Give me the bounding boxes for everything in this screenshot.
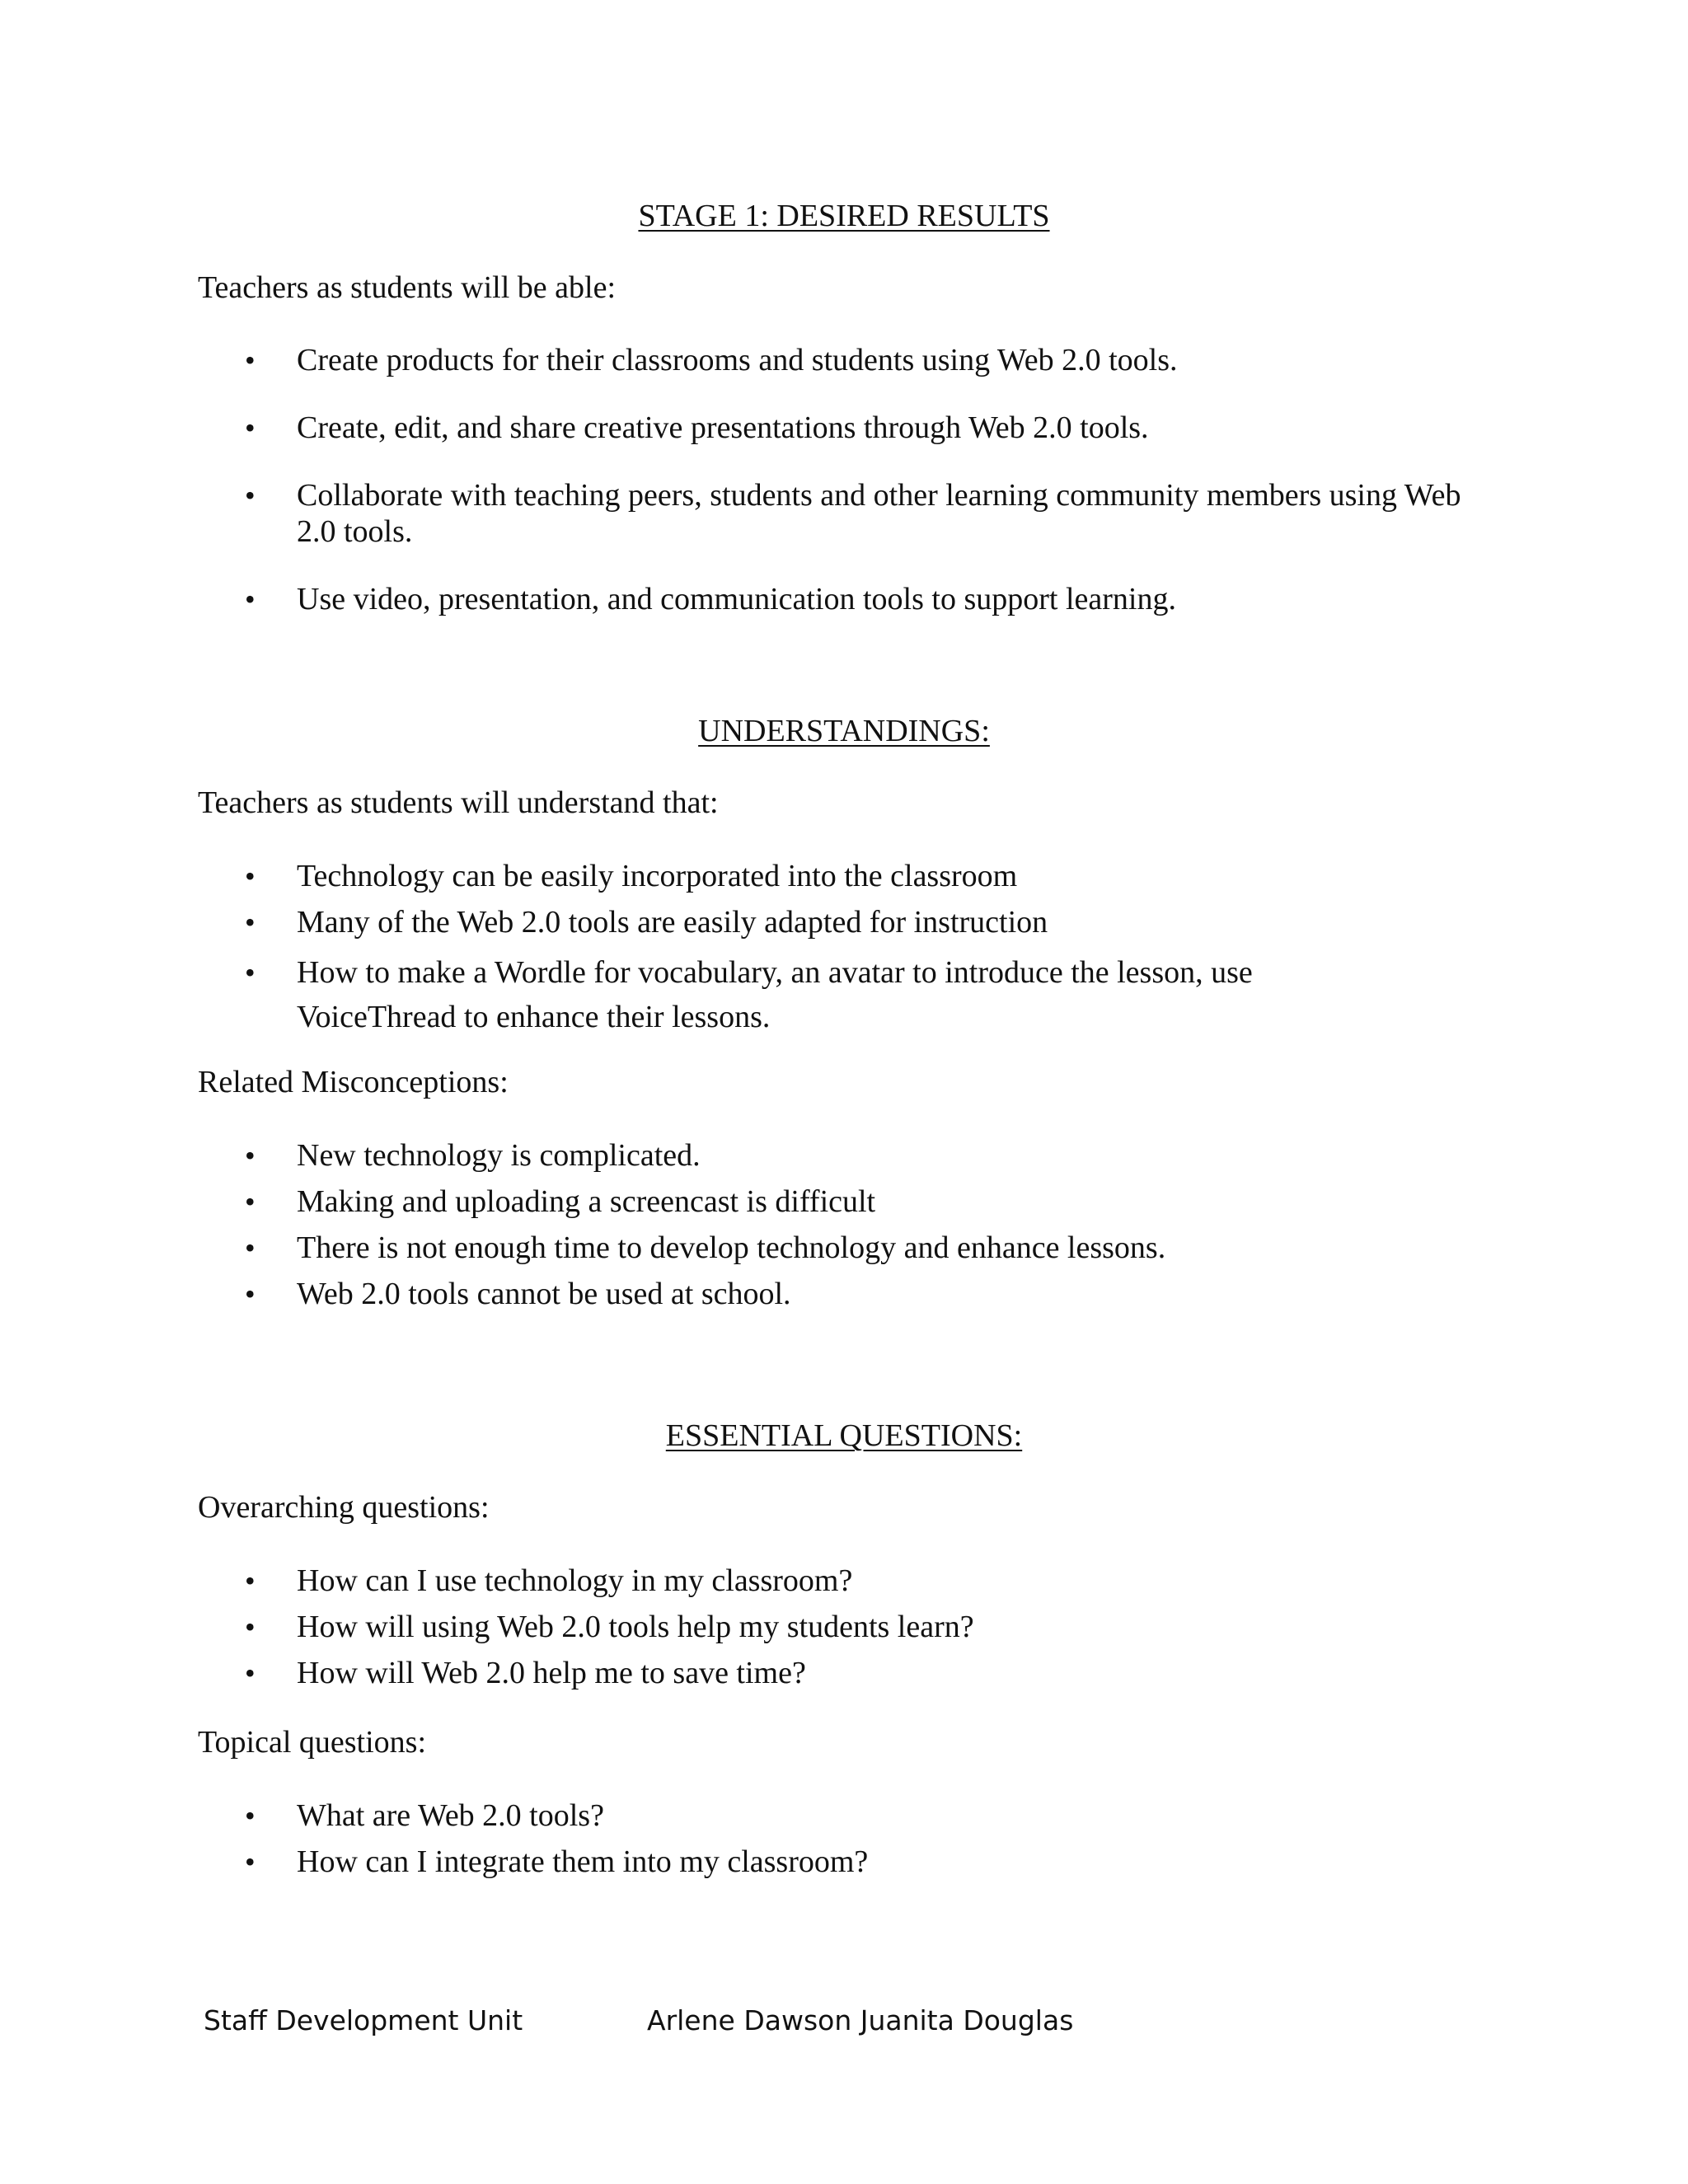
list-item: • There is not enough time to develop technology and enhance lessons.: [245, 1230, 1166, 1265]
list-item: • Many of the Web 2.0 tools are easily adapted for instruction: [245, 905, 1048, 940]
list-item: • How will Web 2.0 help me to save time?: [245, 1656, 806, 1690]
stage1-heading: STAGE 1: DESIRED RESULTS: [638, 199, 1050, 233]
bullet-icon: •: [245, 1610, 256, 1643]
understandings-heading: UNDERSTANDINGS:: [698, 714, 990, 748]
bullet-icon: •: [245, 1277, 256, 1310]
list-item: • How can I integrate them into my classroom?: [245, 1844, 869, 1879]
bullet-icon: •: [245, 956, 256, 989]
stage1-list: [198, 342, 1484, 649]
list-item: • How will using Web 2.0 tools help my students learn?: [245, 1610, 974, 1644]
stage1-intro: Teachers as students will be able:: [198, 270, 617, 305]
bullet-icon: •: [245, 344, 256, 377]
list-item: • Technology can be easily incorporated into the classroom: [245, 859, 1018, 893]
footer-unit-title: Staff Development Unit: [204, 2004, 523, 2036]
bullet-icon: •: [245, 906, 256, 939]
misconceptions-list: [198, 1137, 1484, 1322]
list-item: • How to make a Wordle for vocabulary, an avatar to introduce the lesson, use VoiceThread to enhance their lessons.: [198, 950, 1484, 1039]
list-item: • Use video, presentation, and communication tools to support learning.: [245, 582, 1176, 616]
topical-list: [198, 1797, 1484, 1890]
bullet-icon: •: [245, 1845, 256, 1878]
bullet-icon: •: [245, 479, 256, 512]
bullet-icon: •: [245, 1139, 256, 1172]
list-item: • Create, edit, and share creative presentations through Web 2.0 tools.: [245, 410, 1149, 445]
overarching-label: Overarching questions:: [198, 1490, 490, 1525]
list-item: • How can I use technology in my classroom?: [245, 1563, 853, 1598]
topical-label: Topical questions:: [198, 1725, 427, 1760]
list-item: • Collaborate with teaching peers, students and other learning community members using Web 2.0 tools.: [245, 478, 1461, 549]
bullet-icon: •: [245, 1564, 256, 1597]
bullet-icon: •: [245, 1657, 256, 1690]
list-item: • Create products for their classrooms and students using Web 2.0 tools.: [245, 343, 1178, 377]
footer-authors: Arlene Dawson Juanita Douglas: [647, 2004, 1074, 2036]
understandings-intro: Teachers as students will understand that:: [198, 785, 719, 820]
understandings-list: [198, 858, 1484, 1049]
bullet-icon: •: [245, 583, 256, 616]
list-item: • Making and uploading a screencast is difficult: [245, 1184, 876, 1219]
bullet-icon: •: [245, 860, 256, 893]
essential-questions-heading: ESSENTIAL QUESTIONS:: [665, 1418, 1023, 1453]
overarching-list: [198, 1563, 1484, 1701]
list-item: • What are Web 2.0 tools?: [245, 1798, 604, 1833]
misconceptions-label: Related Misconceptions:: [198, 1065, 509, 1099]
bullet-icon: •: [245, 411, 256, 444]
bullet-icon: •: [245, 1799, 256, 1832]
bullet-icon: •: [245, 1185, 256, 1218]
list-item: • Web 2.0 tools cannot be used at school.: [245, 1277, 791, 1311]
bullet-icon: •: [245, 1231, 256, 1264]
list-item: • New technology is complicated.: [245, 1138, 701, 1173]
